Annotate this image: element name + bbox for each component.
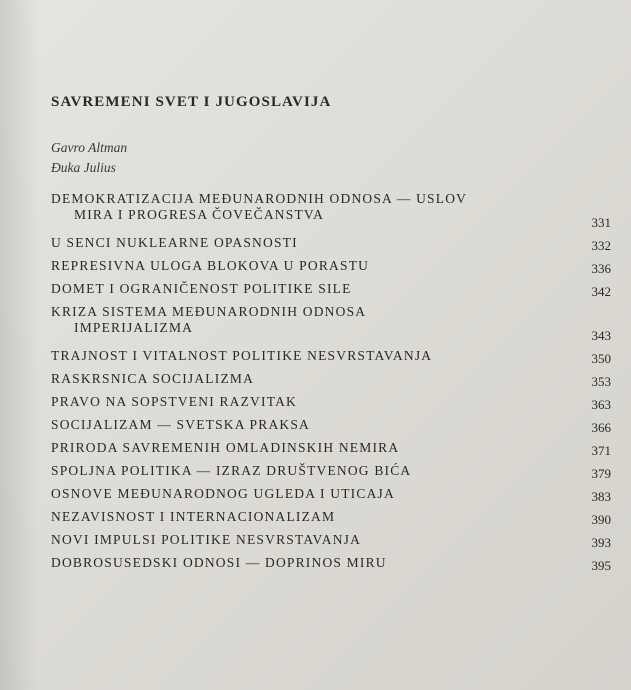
- toc-title: DOBROSUSEDSKI ODNOSI — DOPRINOS MIRU: [51, 555, 387, 570]
- toc-title-continuation: IMPERIJALIZMA: [74, 320, 194, 335]
- toc-page-number: 383: [591, 489, 611, 504]
- toc-title: SPOLJNA POLITIKA — IZRAZ DRUŠTVENOG BIĆA: [51, 463, 412, 478]
- toc-title: DEMOKRATIZACIJA MEĐUNARODNIH ODNOSA — USLOV: [51, 191, 468, 206]
- toc-title: REPRESIVNA ULOGA BLOKOVA U PORASTU: [51, 258, 370, 273]
- toc-entry: [51, 555, 611, 578]
- toc-entry: [51, 394, 611, 417]
- toc-page-number: 393: [591, 535, 611, 550]
- toc-page-number: 390: [591, 512, 611, 527]
- toc-title: NOVI IMPULSI POLITIKE NESVRSTAVANJA: [51, 532, 362, 547]
- section-heading: SAVREMENI SVET I JUGOSLAVIJA: [51, 94, 332, 110]
- toc-page-number: 366: [591, 420, 611, 435]
- toc-entry: [51, 463, 611, 486]
- toc-page-number: 336: [591, 261, 611, 276]
- toc-page-number: 371: [591, 443, 611, 458]
- toc-page-number: 331: [591, 215, 611, 230]
- page-shadow: [0, 0, 40, 690]
- author-name: Đuka Julius: [51, 160, 116, 175]
- toc-title: NEZAVISNOST I INTERNACIONALIZAM: [51, 509, 336, 524]
- toc-entry: [51, 191, 611, 235]
- toc-title: TRAJNOST I VITALNOST POLITIKE NESVRSTAVANJA: [51, 348, 433, 363]
- toc-entry: [51, 235, 611, 258]
- toc-page-number: 342: [591, 284, 611, 299]
- toc-page-number: 350: [591, 351, 611, 366]
- toc-page-number: 379: [591, 466, 611, 481]
- table-of-contents: [51, 191, 611, 578]
- toc-title: OSNOVE MEĐUNARODNOG UGLEDA I UTICAJA: [51, 486, 395, 501]
- toc-entry: [51, 348, 611, 371]
- toc-entry: [51, 281, 611, 304]
- toc-page-number: 353: [591, 374, 611, 389]
- toc-entry: [51, 486, 611, 509]
- toc-entry: [51, 371, 611, 394]
- toc-entry: [51, 509, 611, 532]
- toc-entry: [51, 532, 611, 555]
- toc-entry: [51, 258, 611, 281]
- toc-title: PRAVO NA SOPSTVENI RAZVITAK: [51, 394, 297, 409]
- toc-page-number: 343: [591, 328, 611, 343]
- toc-entry: [51, 304, 611, 348]
- toc-entry: [51, 417, 611, 440]
- toc-title: KRIZA SISTEMA MEĐUNARODNIH ODNOSA: [51, 304, 367, 319]
- toc-title: SOCIJALIZAM — SVETSKA PRAKSA: [51, 417, 311, 432]
- toc-page-number: 332: [591, 238, 611, 253]
- toc-title-continuation: MIRA I PROGRESA ČOVEČANSTVA: [74, 207, 325, 222]
- toc-title: RASKRSNICA SOCIJALIZMA: [51, 371, 255, 386]
- toc-page-number: 363: [591, 397, 611, 412]
- toc-page-number: 395: [591, 558, 611, 573]
- toc-entry: [51, 440, 611, 463]
- toc-title: U SENCI NUKLEARNE OPASNOSTI: [51, 235, 298, 250]
- toc-title: PRIRODA SAVREMENIH OMLADINSKIH NEMIRA: [51, 440, 400, 455]
- toc-title: DOMET I OGRANIČENOST POLITIKE SILE: [51, 281, 352, 296]
- author-name: Gavro Altman: [51, 140, 128, 155]
